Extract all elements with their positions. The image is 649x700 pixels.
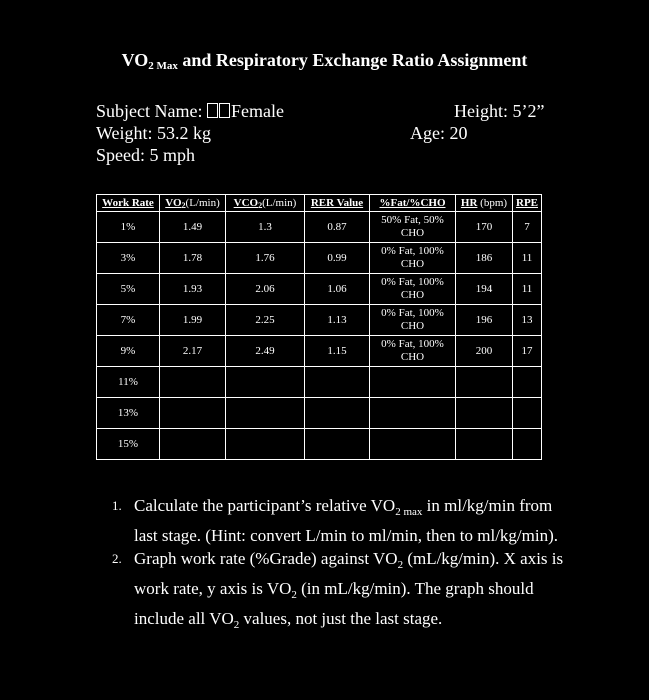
cell-vco2: 2.06: [226, 274, 305, 305]
question-1: [112, 494, 572, 547]
subject-name-value: Female: [230, 101, 284, 121]
cell-fat-cho: [370, 429, 456, 460]
cell-work-rate: 11%: [97, 367, 160, 398]
cell-fat-cho: [370, 367, 456, 398]
title-rest: and Respiratory Exchange Ratio Assignment: [177, 50, 528, 70]
cell-vco2: [226, 367, 305, 398]
placeholder-box-icon: [207, 103, 218, 118]
cell-rer: 0.99: [305, 243, 370, 274]
question-number: 1.: [112, 498, 122, 513]
cell-vo2: [160, 367, 226, 398]
cell-rer: 1.06: [305, 274, 370, 305]
cell-vo2: 2.17: [160, 336, 226, 367]
subject-age: Age: 20: [410, 123, 468, 143]
table-row: [97, 429, 542, 460]
cell-rer: 1.15: [305, 336, 370, 367]
cell-hr: 196: [456, 305, 513, 336]
cell-rpe: [513, 367, 542, 398]
cell-rpe: 11: [513, 243, 542, 274]
subject-info-left: [96, 100, 284, 166]
cell-hr: [456, 398, 513, 429]
cell-rpe: 11: [513, 274, 542, 305]
table-row: [97, 336, 542, 367]
header-work-rate: Work Rate: [97, 195, 160, 212]
cell-vco2: 1.76: [226, 243, 305, 274]
cell-work-rate: 13%: [97, 398, 160, 429]
question-2: [112, 547, 572, 637]
table-row: [97, 274, 542, 305]
header-rpe: RPE: [513, 195, 542, 212]
cell-vo2: 1.49: [160, 212, 226, 243]
table-row: [97, 398, 542, 429]
subject-height: Height: 5’2”: [454, 101, 545, 121]
cell-vo2: 1.93: [160, 274, 226, 305]
cell-vco2: 1.3: [226, 212, 305, 243]
cell-vco2: [226, 429, 305, 460]
placeholder-box-icon: [219, 103, 230, 118]
header-vo2: VO2(L/min): [160, 195, 226, 212]
cell-vo2: 1.99: [160, 305, 226, 336]
cell-vco2: 2.49: [226, 336, 305, 367]
subject-name-line: [96, 100, 284, 122]
header-fat-cho: %Fat/%CHO: [370, 195, 456, 212]
cell-vco2: [226, 398, 305, 429]
question-number: 2.: [112, 551, 122, 566]
cell-rpe: [513, 398, 542, 429]
header-rer: RER Value: [305, 195, 370, 212]
cell-rpe: 13: [513, 305, 542, 336]
cell-hr: 200: [456, 336, 513, 367]
question-text: Calculate the participant’s relative $VO_{2 max}$ in ml/kg/min from last stage. (Hint: convert L/min to ml/min, then to ml/kg/min).: [134, 496, 559, 545]
cell-work-rate: 1%: [97, 212, 160, 243]
cell-hr: 186: [456, 243, 513, 274]
cell-rer: [305, 429, 370, 460]
title-subscript: 2 Max: [148, 60, 178, 72]
cell-vo2: 1.78: [160, 243, 226, 274]
cell-work-rate: 3%: [97, 243, 160, 274]
cell-hr: [456, 429, 513, 460]
table-row: [97, 212, 542, 243]
subject-name-label: Subject Name:: [96, 101, 203, 121]
cell-fat-cho: 0% Fat, 100% CHO: [370, 243, 456, 274]
cell-rer: 0.87: [305, 212, 370, 243]
header-hr: HR (bpm): [456, 195, 513, 212]
cell-vo2: [160, 429, 226, 460]
cell-vco2: 2.25: [226, 305, 305, 336]
cell-fat-cho: [370, 398, 456, 429]
cell-work-rate: 5%: [97, 274, 160, 305]
table-row: [97, 367, 542, 398]
subject-weight: Weight: 53.2 kg: [96, 123, 212, 143]
cell-hr: 170: [456, 212, 513, 243]
subject-speed: Speed: 5 mph: [96, 145, 195, 165]
header-vco2: VCO2(L/min): [226, 195, 305, 212]
data-table: [96, 194, 542, 460]
cell-rpe: [513, 429, 542, 460]
cell-fat-cho: 0% Fat, 100% CHO: [370, 305, 456, 336]
table-row: [97, 243, 542, 274]
question-list: [112, 494, 572, 637]
cell-work-rate: 7%: [97, 305, 160, 336]
table-row: [97, 305, 542, 336]
cell-fat-cho: 50% Fat, 50% CHO: [370, 212, 456, 243]
page-title: [0, 50, 649, 72]
cell-work-rate: 9%: [97, 336, 160, 367]
cell-rpe: 17: [513, 336, 542, 367]
title-vo: VO: [121, 50, 149, 70]
table-header-row: [97, 195, 542, 212]
cell-vo2: [160, 398, 226, 429]
cell-fat-cho: 0% Fat, 100% CHO: [370, 336, 456, 367]
cell-rer: 1.13: [305, 305, 370, 336]
cell-rer: [305, 398, 370, 429]
cell-rpe: 7: [513, 212, 542, 243]
cell-hr: [456, 367, 513, 398]
cell-work-rate: 15%: [97, 429, 160, 460]
cell-fat-cho: 0% Fat, 100% CHO: [370, 274, 456, 305]
question-text: Graph work rate (%Grade) against $VO_2$ (mL/kg/min). X axis is work rate, y axis is $VO_2$ (in mL/kg/min). The graph should include all $VO_2$ values, not just the last stage.: [134, 549, 564, 631]
subject-info-right: [410, 100, 582, 144]
cell-rer: [305, 367, 370, 398]
cell-hr: 194: [456, 274, 513, 305]
